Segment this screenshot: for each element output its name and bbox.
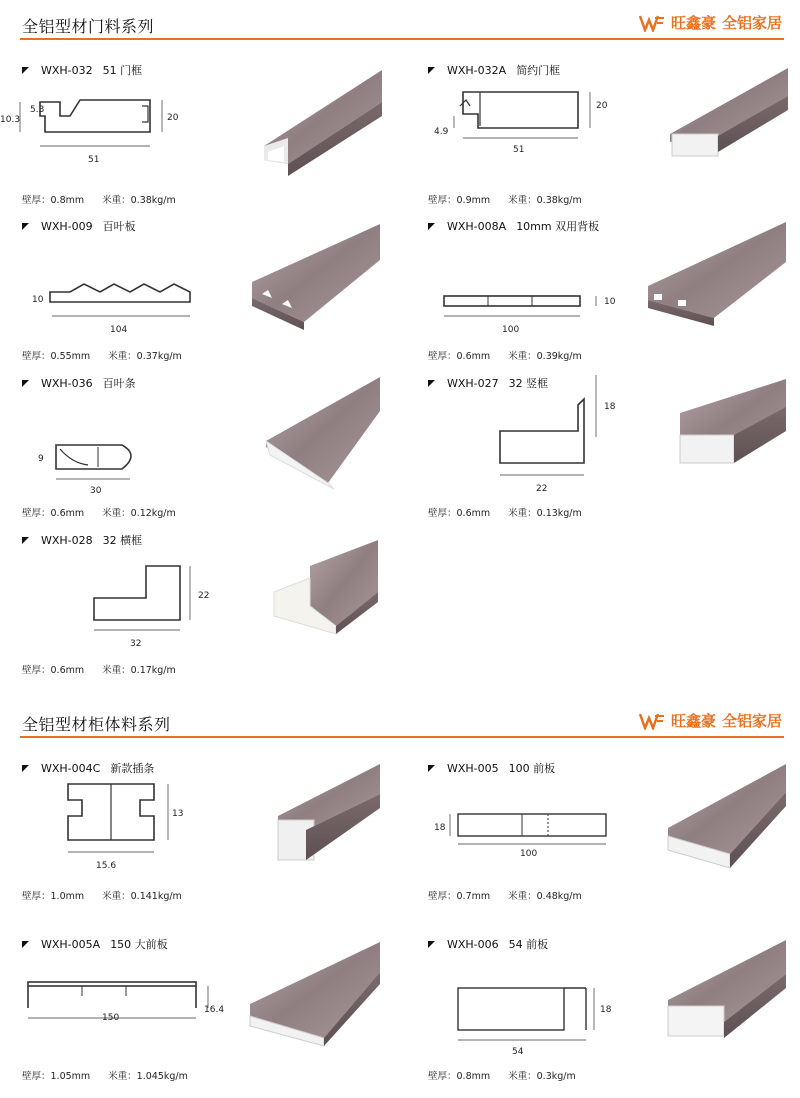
spec-row (22, 348, 182, 362)
brand-mark-icon (639, 712, 665, 730)
bullet-triangle-icon (428, 67, 435, 74)
product-render-image (660, 68, 790, 178)
product-heading (22, 936, 168, 952)
bullet-triangle-icon (428, 941, 435, 948)
wall-thickness: 壁厚：1.05mm (22, 1071, 91, 1082)
wall-thickness: 壁厚：0.6mm (22, 665, 85, 676)
product-name: 100 前板 (508, 762, 556, 775)
dimension-label: 100 (520, 849, 538, 859)
wall-thickness: 壁厚：0.8mm (22, 195, 85, 206)
dimension-label: 16.4 (204, 1005, 225, 1015)
section-title: 全铝型材门料系列 (22, 17, 155, 36)
bullet-triangle-icon (22, 941, 29, 948)
cross-section-diagram (468, 375, 628, 505)
dimension-label: 51 (513, 145, 525, 155)
wall-thickness: 壁厚：0.6mm (428, 351, 491, 362)
brand-logo (639, 12, 782, 33)
product-card (22, 218, 392, 368)
spec-row (428, 888, 582, 902)
dimension-label: 54 (512, 1047, 524, 1057)
product-card (428, 936, 798, 1086)
cross-section-diagram (22, 966, 242, 1036)
product-name: 百叶板 (102, 220, 136, 233)
dimension-label: 9 (38, 454, 44, 464)
cross-section-diagram (42, 776, 212, 886)
product-name: 10mm 双用背板 (516, 220, 600, 233)
cross-section-diagram (428, 284, 638, 344)
dimension-label: 18 (434, 823, 446, 833)
bullet-triangle-icon (22, 765, 29, 772)
unit-weight: 米重：0.17kg/m (102, 665, 176, 676)
spec-row (22, 192, 176, 206)
product-card (0, 62, 392, 212)
unit-weight: 米重：0.38kg/m (102, 195, 176, 206)
brand-tagline: 全铝家居 (721, 14, 782, 32)
cross-section-diagram (428, 800, 628, 870)
spec-row (22, 888, 182, 902)
unit-weight: 米重：0.13kg/m (508, 508, 582, 519)
product-render-image (244, 222, 384, 332)
unit-weight: 米重：0.48kg/m (508, 891, 582, 902)
unit-weight: 米重：0.39kg/m (508, 351, 582, 362)
dimension-label: 22 (536, 484, 548, 494)
brand-name: 旺鑫豪 (670, 14, 716, 32)
product-code: WXH-004C (41, 761, 101, 775)
dimension-label: 10.3 (0, 115, 21, 125)
product-heading (22, 760, 154, 776)
section-divider (20, 38, 784, 40)
product-name: 新款插条 (110, 762, 155, 775)
product-heading (22, 218, 136, 234)
product-render-image (270, 536, 384, 646)
dimension-label: 4.9 (434, 127, 449, 137)
bullet-triangle-icon (22, 67, 29, 74)
product-render-image (660, 940, 790, 1050)
section-divider (20, 736, 784, 738)
product-code: WXH-032 (41, 63, 93, 77)
unit-weight: 米重：0.3kg/m (508, 1071, 576, 1082)
bullet-triangle-icon (22, 223, 29, 230)
product-card (428, 760, 798, 910)
dimension-label: 10 (604, 297, 616, 307)
product-code: WXH-008A (447, 219, 507, 233)
product-name: 百叶条 (102, 377, 136, 390)
dimension-label: 20 (167, 113, 179, 123)
product-heading (428, 760, 555, 776)
dimension-label: 32 (130, 639, 142, 649)
dimension-label: 18 (604, 402, 616, 412)
bullet-triangle-icon (22, 380, 29, 387)
brand-logo (639, 710, 782, 731)
product-code: WXH-005A (41, 937, 101, 951)
product-render-image (254, 68, 384, 178)
wall-thickness: 壁厚：0.8mm (428, 1071, 491, 1082)
product-code: WXH-028 (41, 533, 93, 547)
cross-section-diagram (428, 976, 628, 1066)
cross-section-diagram (22, 435, 182, 505)
product-card (428, 375, 798, 525)
bullet-triangle-icon (428, 765, 435, 772)
dimension-label: 104 (110, 325, 128, 335)
unit-weight: 米重：0.12kg/m (102, 508, 176, 519)
unit-weight: 米重：1.045kg/m (108, 1071, 188, 1082)
product-render-image (258, 375, 384, 495)
wall-thickness: 壁厚：0.9mm (428, 195, 491, 206)
bullet-triangle-icon (428, 380, 435, 387)
product-code: WXH-027 (447, 376, 499, 390)
product-card (22, 936, 392, 1086)
dimension-label: 100 (502, 325, 520, 335)
bullet-triangle-icon (22, 537, 29, 544)
wall-thickness: 壁厚：0.55mm (22, 351, 91, 362)
brand-name: 旺鑫豪 (670, 712, 716, 730)
dimension-label: 51 (88, 155, 100, 165)
spec-row (428, 1068, 576, 1082)
product-render-image (660, 764, 790, 874)
wall-thickness: 壁厚：0.6mm (22, 508, 85, 519)
product-code: WXH-009 (41, 219, 93, 233)
brand-mark-icon (639, 14, 665, 32)
product-heading (22, 375, 136, 391)
cross-section-diagram (0, 82, 220, 182)
unit-weight: 米重：0.37kg/m (108, 351, 182, 362)
unit-weight: 米重：0.141kg/m (102, 891, 182, 902)
product-code: WXH-032A (447, 63, 507, 77)
dimension-label: 20 (596, 101, 608, 111)
wall-thickness: 壁厚：1.0mm (22, 891, 85, 902)
product-card (22, 532, 392, 682)
spec-row (22, 505, 176, 519)
product-code: WXH-006 (447, 937, 499, 951)
wall-thickness: 壁厚：0.6mm (428, 508, 491, 519)
product-code: WXH-005 (447, 761, 499, 775)
cross-section-diagram (22, 280, 222, 350)
dimension-label: 18 (600, 1005, 612, 1015)
product-card (22, 760, 392, 910)
product-heading (22, 62, 142, 78)
product-name: 51 门框 (102, 64, 143, 77)
dimension-label: 22 (198, 591, 210, 601)
spec-row (22, 1068, 188, 1082)
spec-row (428, 192, 582, 206)
dimension-label: 15.6 (96, 861, 117, 871)
spec-row (22, 662, 176, 676)
product-render-image (266, 764, 384, 874)
product-render-image (644, 222, 790, 332)
product-card (22, 375, 392, 525)
spec-row (428, 348, 582, 362)
cross-section-diagram (82, 556, 242, 656)
brand-tagline: 全铝家居 (721, 712, 782, 730)
unit-weight: 米重：0.38kg/m (508, 195, 582, 206)
dimension-label: 30 (90, 486, 102, 496)
product-name: 150 大前板 (110, 938, 168, 951)
product-name: 54 前板 (508, 938, 549, 951)
product-name: 32 横框 (102, 534, 143, 547)
product-heading (428, 218, 599, 234)
dimension-label: 150 (102, 1013, 120, 1023)
dimension-label: 13 (172, 809, 184, 819)
cross-section-diagram (428, 76, 638, 176)
dimension-label: 10 (32, 295, 44, 305)
product-render-image (672, 379, 790, 489)
product-code: WXH-036 (41, 376, 93, 390)
product-card (428, 218, 798, 368)
product-heading (428, 936, 548, 952)
product-card (428, 62, 798, 212)
wall-thickness: 壁厚：0.7mm (428, 891, 491, 902)
spec-row (428, 505, 582, 519)
dimension-label: 5.3 (30, 105, 45, 115)
product-render-image (244, 940, 384, 1050)
bullet-triangle-icon (428, 223, 435, 230)
product-name: 32 竖框 (508, 377, 549, 390)
product-heading (22, 532, 142, 548)
product-name: 简约门框 (516, 64, 561, 77)
section-title: 全铝型材柜体料系列 (22, 715, 171, 734)
